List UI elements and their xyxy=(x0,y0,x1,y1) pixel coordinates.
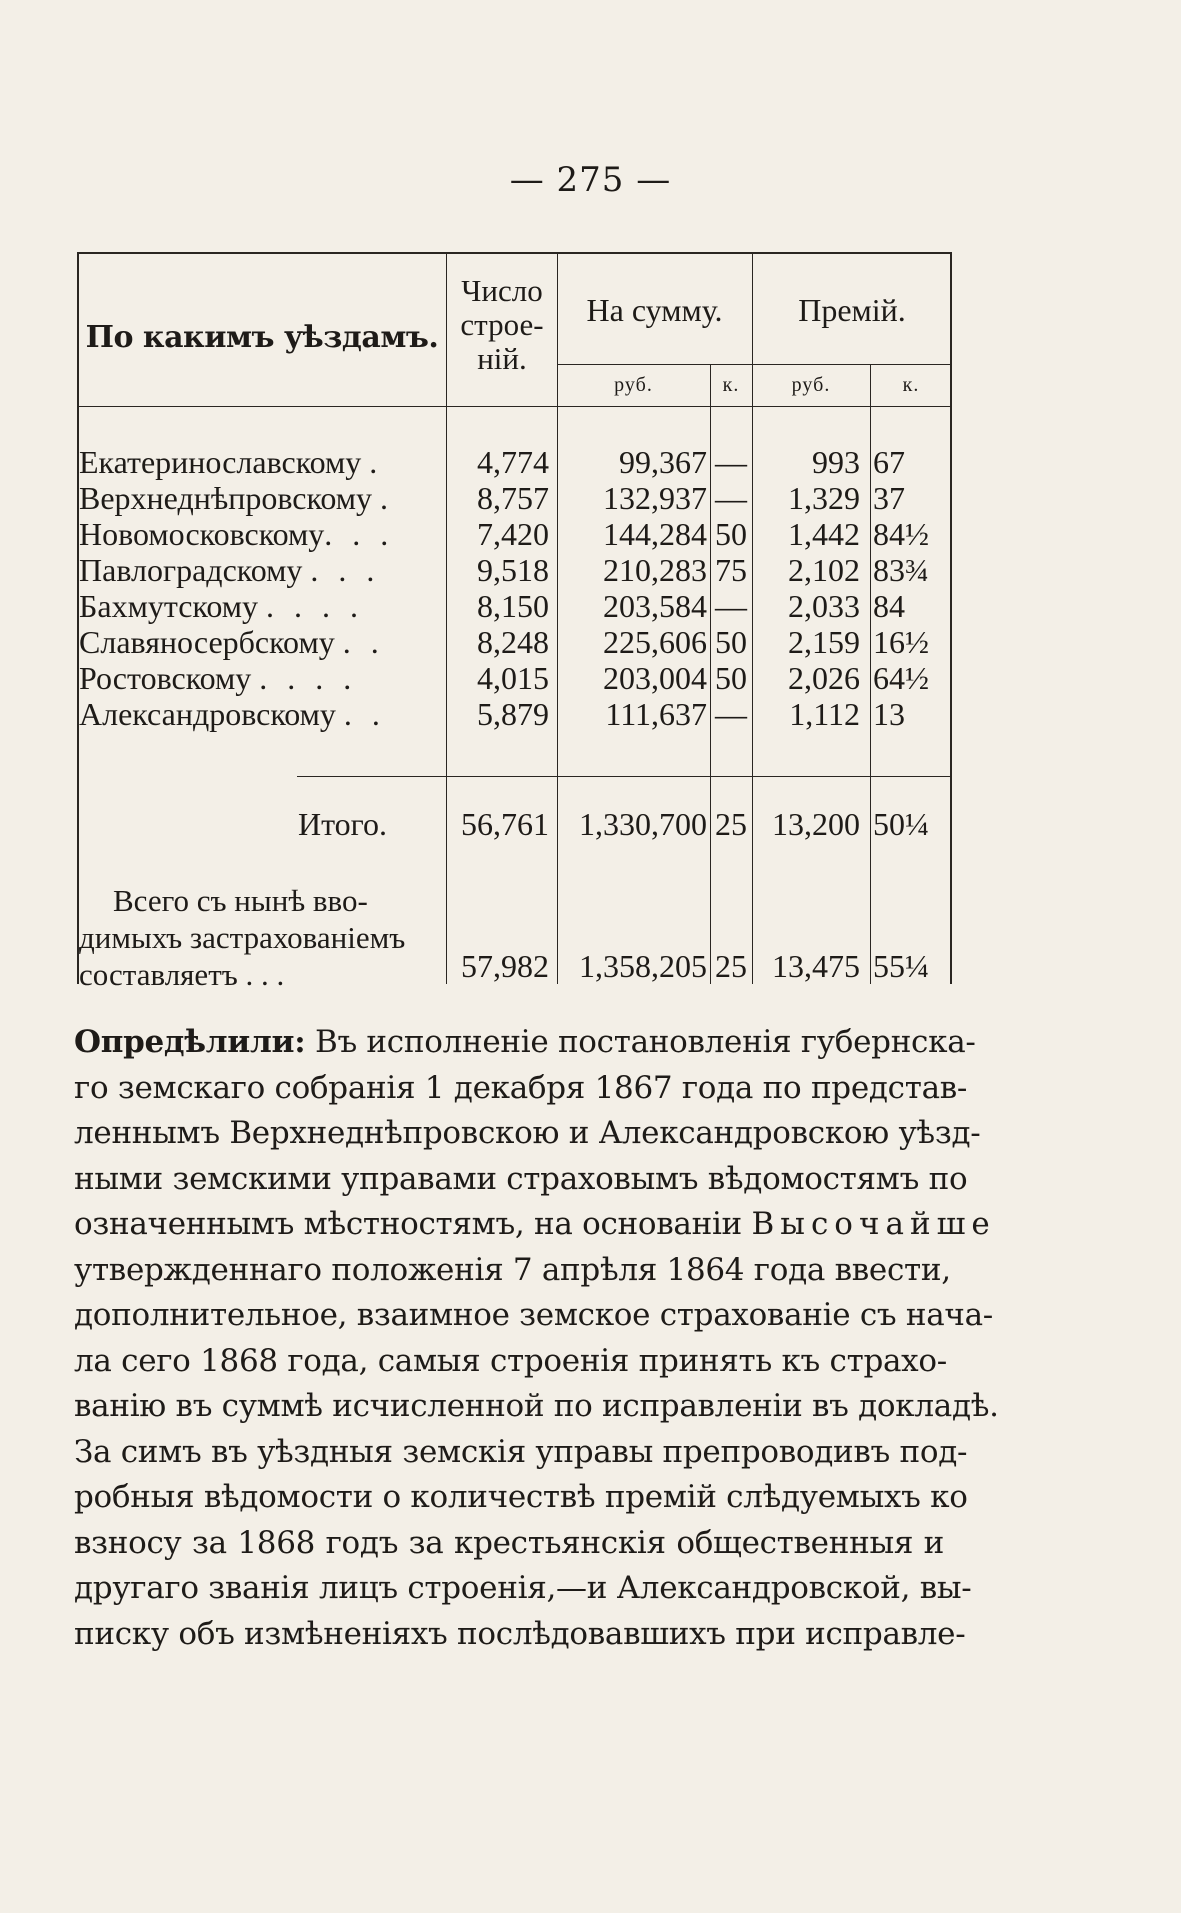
text-line: робныя вѣдомости о количествѣ премій слѣдуемыхъ ко xyxy=(74,1479,968,1515)
grand-total-count: 57,982 xyxy=(461,948,549,984)
total-row xyxy=(77,806,952,842)
insurance-table xyxy=(77,252,952,992)
header-bottom-rule xyxy=(77,406,952,407)
sum-kop: 50 xyxy=(715,660,747,696)
page-number: — 275 — xyxy=(509,160,672,200)
grand-total-label: Всего съ нынѣ вво- димыхъ застрахованіемъ составляетъ . . . xyxy=(79,883,406,992)
subheader-rule xyxy=(557,364,952,365)
header-sum-kop: к. xyxy=(722,374,740,396)
total-rule xyxy=(297,776,950,777)
table-row xyxy=(77,660,952,696)
text-line: писку объ измѣненіяхъ послѣдовавшихъ при исправле- xyxy=(74,1615,966,1652)
table-row xyxy=(77,516,952,552)
premium-kop: 64½ xyxy=(873,660,929,696)
building-count: 4,774 xyxy=(477,444,549,480)
sum-kop: — xyxy=(715,480,747,516)
district-name: Бахмутскому . . . . xyxy=(79,588,364,624)
building-count: 5,879 xyxy=(477,696,549,732)
resolution-paragraph xyxy=(74,1020,999,1657)
total-premium-rub: 13,200 xyxy=(772,806,860,842)
sum-rub: 132,937 xyxy=(603,480,707,516)
building-count: 8,757 xyxy=(477,480,549,516)
grand-total-premium-kop: 55¼ xyxy=(873,948,929,984)
text-line: Опредѣлили: Въ исполненіе постановленія губернска- xyxy=(74,1024,976,1060)
table-top-rule xyxy=(77,252,952,254)
header-sum: На сумму. xyxy=(586,292,723,328)
sum-rub: 203,004 xyxy=(603,660,707,696)
grand-total-sum-rub: 1,358,205 xyxy=(579,948,707,984)
total-sum-rub: 1,330,700 xyxy=(579,806,707,842)
header-count: Число строе- ній. xyxy=(460,273,544,376)
building-count: 8,150 xyxy=(477,588,549,624)
district-name: Павлоградскому . . . xyxy=(79,552,381,588)
district-name: Ростовскому . . . . xyxy=(79,660,358,696)
premium-kop: 84½ xyxy=(873,516,929,552)
text-line: ными земскими управами страховымъ вѣдомостямъ по xyxy=(74,1160,968,1197)
building-count: 7,420 xyxy=(477,516,549,552)
premium-rub: 2,033 xyxy=(788,588,860,624)
header-district: По какимъ уѣздамъ. xyxy=(85,320,439,355)
table-row xyxy=(77,696,952,732)
building-count: 9,518 xyxy=(477,552,549,588)
district-name: Новомосковскому. . . xyxy=(79,516,395,552)
district-name: Верхнеднѣпровскому . xyxy=(79,480,395,516)
spaced-word: Высочайше xyxy=(751,1206,996,1242)
premium-kop: 67 xyxy=(873,444,905,480)
building-count: 8,248 xyxy=(477,624,549,660)
text-line: го земскаго собранія 1 декабря 1867 года по представ- xyxy=(74,1069,968,1106)
district-name: Славяносербскому . . xyxy=(79,624,385,660)
premium-kop: 16½ xyxy=(873,624,929,660)
total-label: Итого. xyxy=(298,806,387,842)
district-name: Александровскому . . xyxy=(79,696,386,732)
district-name: Екатеринославскому . xyxy=(79,444,384,480)
premium-rub: 1,112 xyxy=(789,696,860,732)
premium-rub: 2,102 xyxy=(788,552,860,588)
text-line: ла сего 1868 года, самыя строенія принять къ страхо- xyxy=(74,1342,947,1379)
premium-kop: 83¾ xyxy=(873,552,929,588)
sum-kop: 50 xyxy=(715,624,747,660)
premium-rub: 1,329 xyxy=(788,480,860,516)
grand-total-premium-rub: 13,475 xyxy=(772,948,860,984)
total-premium-kop: 50¼ xyxy=(873,806,929,842)
premium-rub: 993 xyxy=(812,444,860,480)
table-row xyxy=(77,624,952,660)
sum-kop: — xyxy=(715,696,747,732)
total-count: 56,761 xyxy=(461,806,549,842)
text-line: За симъ въ уѣздныя земскія управы препроводивъ под- xyxy=(74,1433,968,1470)
premium-kop: 37 xyxy=(873,480,905,516)
header-prem-kop: к. xyxy=(902,374,920,396)
sum-rub: 111,637 xyxy=(605,696,707,732)
header-prem-rub: руб. xyxy=(791,374,831,396)
header-sum-rub: руб. xyxy=(614,374,653,396)
text-line: ванію въ суммѣ исчисленной по исправленіи въ докладѣ. xyxy=(74,1388,999,1424)
text-line: леннымъ Верхнеднѣпровскою и Александровскою уѣзд- xyxy=(74,1115,981,1151)
sum-rub: 225,606 xyxy=(603,624,707,660)
premium-rub: 1,442 xyxy=(788,516,860,552)
sum-kop: 75 xyxy=(715,552,747,588)
sum-rub: 203,584 xyxy=(603,588,707,624)
text-line: утвержденнаго положенія 7 апрѣля 1864 года ввести, xyxy=(74,1251,951,1288)
premium-kop: 84 xyxy=(873,588,905,624)
building-count: 4,015 xyxy=(477,660,549,696)
grand-total-sum-kop: 25 xyxy=(715,948,747,984)
sum-kop: — xyxy=(715,588,747,624)
sum-rub: 210,283 xyxy=(603,552,707,588)
premium-kop: 13 xyxy=(873,696,905,732)
sum-kop: 50 xyxy=(715,516,747,552)
sum-rub: 99,367 xyxy=(619,444,707,480)
sum-rub: 144,284 xyxy=(603,516,707,552)
table-row xyxy=(77,480,952,516)
total-sum-kop: 25 xyxy=(715,806,747,842)
sum-kop: — xyxy=(715,444,747,480)
text-line: означеннымъ мѣстностямъ, на основаніи Высочайше xyxy=(74,1206,996,1242)
text-line: другаго званія лицъ строенія,—и Александровской, вы- xyxy=(74,1570,972,1606)
table-row xyxy=(77,552,952,588)
grand-total-row xyxy=(77,948,952,984)
header-premium: Премій. xyxy=(798,292,906,328)
premium-rub: 2,026 xyxy=(788,660,860,696)
text-line: дополнительное, взаимное земское страхованіе съ нача- xyxy=(74,1297,993,1333)
resolved-label: Опредѣлили: xyxy=(74,1024,306,1060)
premium-rub: 2,159 xyxy=(788,624,860,660)
table-row xyxy=(77,588,952,624)
table-row xyxy=(77,444,952,480)
text-line: взносу за 1868 годъ за крестьянскія общественныя и xyxy=(74,1524,944,1561)
